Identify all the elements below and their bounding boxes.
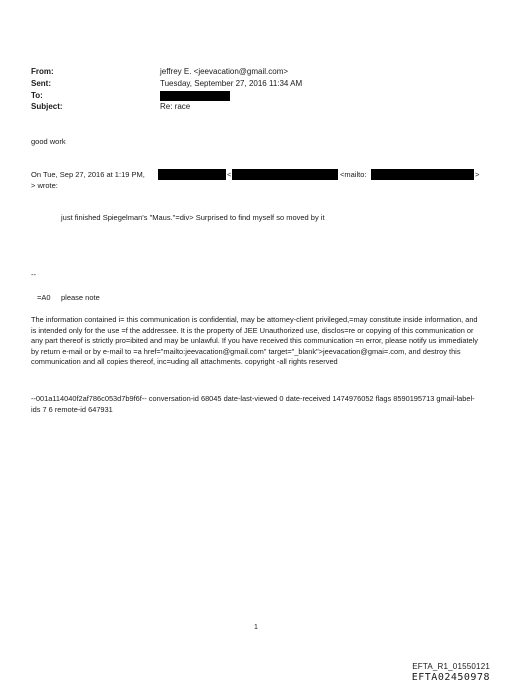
redaction-bar — [158, 169, 226, 180]
quote-gt: > — [475, 170, 480, 179]
sent-label: Sent: — [31, 79, 51, 88]
to-label: To: — [31, 91, 43, 100]
from-value: jeffrey E. <jeevacation@gmail.com> — [160, 67, 289, 76]
message-metadata: --001a114040f2af786c053d7b9f6f-- conversation-id 68045 date-last-viewed 0 date-received 1474976052 flags 8590195713 gmail-label-ids 7 6 remote-id 647931 — [31, 394, 475, 414]
redaction-bar — [232, 169, 338, 180]
quoted-message: just finished Spiegelman's "Maus."=div> Surprised to find myself so moved by it — [61, 213, 325, 222]
quote-mailto: <mailto: — [340, 170, 367, 179]
reply-text: good work — [31, 137, 66, 146]
quote-lt: < — [227, 170, 232, 179]
redaction-bar — [371, 169, 474, 180]
page-number: 1 — [254, 624, 258, 631]
subject-label: Subject: — [31, 102, 63, 111]
bates-number-secondary: EFTA02450978 — [411, 672, 490, 683]
quote-intro-start: On Tue, Sep 27, 2016 at 1:19 PM, — [31, 170, 145, 179]
note-code: =A0 — [37, 293, 51, 302]
redaction-bar — [160, 91, 230, 101]
disclaimer-paragraph: The information contained i= this communication is confidential, may be attorney-client privileged,=may constitute inside information, and is intended only for the use =f the addressee. It is the property of JEE Unauthorized use, disclos=re or copying of this communication or any part thereof is strictly pro=ibited and may be unlawful. If you have received this communication =n error, please notify us immediately by return e-mail or by e-mail to =a href="mailto:jeevacation@gmail.com" target="_blank">jeevacation@gmai=.com, and destroy this communication and all copies thereof, inc=uding all attachments. copyright -all rights reserved — [31, 315, 478, 367]
from-label: From: — [31, 67, 54, 76]
sent-value: Tuesday, September 27, 2016 11:34 AM — [160, 79, 303, 88]
signature-dashes: -- — [31, 270, 36, 279]
subject-value: Re: race — [160, 102, 191, 111]
note-label: please note — [61, 293, 100, 302]
quote-wrote: > wrote: — [31, 181, 58, 190]
bates-number-primary: EFTA_R1_01550121 — [412, 662, 490, 671]
to-value-redacted — [160, 91, 230, 101]
